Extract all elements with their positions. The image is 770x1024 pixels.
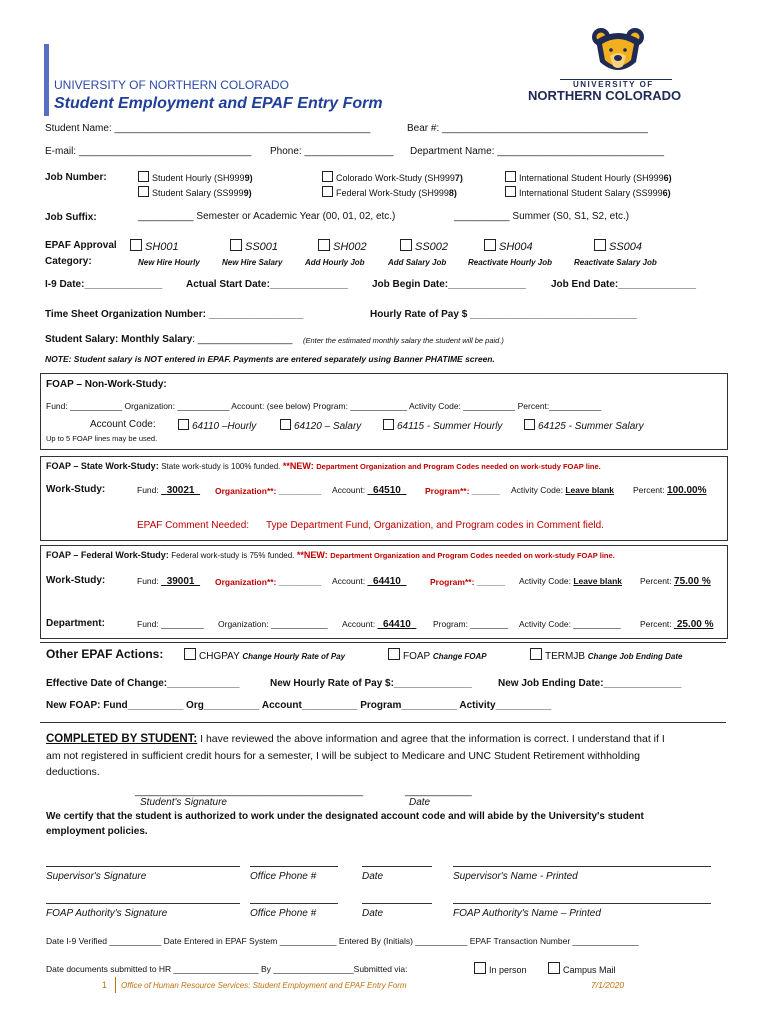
fws-dept-fund-field[interactable]: Fund: _________ <box>137 619 204 629</box>
office-use-line-2[interactable]: Date documents submitted to HR __________________ By _________________Submitted via: <box>46 964 408 974</box>
chgpay-option[interactable]: CHGPAY Change Hourly Rate of Pay <box>184 648 345 662</box>
checkbox[interactable] <box>388 648 400 660</box>
checkbox[interactable] <box>505 171 516 182</box>
summer-suffix-field[interactable]: __________ Summer (S0, S1, S2, etc.) <box>454 211 630 222</box>
sws-work-study-label: Work-Study: <box>46 484 106 495</box>
checkbox[interactable] <box>530 648 542 660</box>
student-agreement-line-3: deductions. <box>46 766 100 778</box>
account-64125-option[interactable]: 64125 - Summer Salary <box>524 419 644 432</box>
header-accent-bar <box>44 44 49 116</box>
foap-nws-line[interactable]: Fund: ___________ Organization: ___________ Account: (see below) Program: ____________ Activity Code: ___________ Percent:___________ <box>46 401 602 411</box>
checkbox[interactable] <box>594 239 606 251</box>
epaf-sh002-desc: Add Hourly Job <box>305 258 365 267</box>
job-ss9996-option[interactable]: International Student Salary (SS9996) <box>505 186 671 198</box>
fws-department-label: Department: <box>46 618 105 629</box>
sws-fund-field[interactable]: Fund: 30021 <box>137 485 195 496</box>
university-name: UNIVERSITY OF NORTHERN COLORADO <box>54 78 289 92</box>
termjb-option[interactable]: TERMJB Change Job Ending Date <box>530 648 682 662</box>
student-date-line[interactable]: ____________ <box>405 786 472 797</box>
job-sh9999-option[interactable]: Student Hourly (SH9999) <box>138 171 253 183</box>
monthly-salary-field[interactable]: Student Salary: Monthly Salary: _________________ <box>45 334 293 345</box>
job-suffix-label: Job Suffix: <box>45 212 97 223</box>
checkbox[interactable] <box>184 648 196 660</box>
supervisor-date-label: Date <box>362 871 384 882</box>
foap-authority-name-label: FOAP Authority's Name – Printed <box>453 908 601 919</box>
bear-icon <box>590 26 646 76</box>
page-number: 1 <box>102 980 108 990</box>
foap-authority-date-label: Date <box>362 908 384 919</box>
sws-percent-field[interactable]: Percent: 100.00% <box>633 485 707 496</box>
sws-org-field[interactable]: Organization**: _________ <box>215 486 322 496</box>
fws-dept-org-field[interactable]: Organization: ____________ <box>218 619 328 629</box>
account-64115-option[interactable]: 64115 - Summer Hourly <box>383 419 502 432</box>
fws-dept-activity-field[interactable]: Activity Code: __________ <box>519 619 621 629</box>
actual-start-date-field[interactable]: Actual Start Date:______________ <box>186 279 348 290</box>
job-begin-date-field[interactable]: Job Begin Date:______________ <box>372 279 526 290</box>
epaf-ss004-desc: Reactivate Salary Job <box>574 258 657 267</box>
sws-activity-field[interactable]: Activity Code: Leave blank <box>511 485 615 495</box>
semester-suffix-field[interactable]: __________ Semester or Academic Year (00, 01, 02, etc.) <box>138 211 396 222</box>
hourly-rate-field[interactable]: Hourly Rate of Pay $ ______________________________ <box>370 309 637 320</box>
fws-work-study-label: Work-Study: <box>46 575 106 586</box>
checkbox[interactable] <box>548 962 560 974</box>
timesheet-org-field[interactable]: Time Sheet Organization Number: _________________ <box>45 309 304 320</box>
checkbox[interactable] <box>484 239 496 251</box>
other-actions-label: Other EPAF Actions: <box>46 647 164 661</box>
supervisor-phone-label: Office Phone # <box>250 871 317 882</box>
job-number-label: Job Number: <box>45 172 107 183</box>
foap-nws-footnote: Up to 5 FOAP lines may be used. <box>46 434 158 443</box>
student-agreement-line-2: am not registered in sufficient credit hours for a semester, I will be subject to Medicare and UNC Student Retirement withholding <box>46 750 640 762</box>
checkbox[interactable] <box>230 239 242 251</box>
foap-nws-title: FOAP – Non-Work-Study: <box>46 379 167 390</box>
job-sh9997-option[interactable]: Colorado Work-Study (SH9997) <box>322 171 463 183</box>
fws-program-field[interactable]: Program**: ______ <box>430 577 506 587</box>
submitted-in-person-option[interactable]: In person <box>474 962 527 975</box>
foap-authority-phone-label: Office Phone # <box>250 908 317 919</box>
checkbox[interactable] <box>138 186 149 197</box>
epaf-category-label-2: Category: <box>45 256 92 267</box>
checkbox[interactable] <box>138 171 149 182</box>
foap-sws-header: FOAP – State Work-Study: State work-study is 100% funded. **NEW: Department Organization and Program Codes needed on work-study FOAP line. <box>46 461 601 471</box>
sws-comment-label: EPAF Comment Needed: <box>137 520 250 531</box>
footer-divider <box>115 977 116 993</box>
epaf-sh002-option[interactable]: SH002 <box>318 239 367 253</box>
epaf-sh004-desc: Reactivate Hourly Job <box>468 258 553 267</box>
bear-number-field[interactable]: Bear #: _____________________________________ <box>407 123 648 134</box>
checkbox[interactable] <box>505 186 516 197</box>
fws-org-field[interactable]: Organization**: _________ <box>215 577 322 587</box>
job-sh9996-option[interactable]: International Student Hourly (SH9996) <box>505 171 672 183</box>
epaf-category-label-1: EPAF Approval <box>45 240 117 251</box>
fws-dept-program-field[interactable]: Program: ________ <box>433 619 509 629</box>
supervisor-date-line[interactable] <box>362 866 432 867</box>
effective-date-field[interactable]: Effective Date of Change:_____________ <box>46 678 240 689</box>
foap-authority-name-line[interactable] <box>453 903 711 904</box>
salary-note: NOTE: Student salary is NOT entered in EPAF. Payments are entered separately using Banner PHATIME screen. <box>45 354 495 364</box>
certify-line-2: employment policies. <box>46 826 148 837</box>
epaf-sh004-option[interactable]: SH004 <box>484 239 533 253</box>
checkbox[interactable] <box>280 419 291 430</box>
fws-dept-percent-field[interactable]: Percent: 25.00 % <box>640 619 714 630</box>
new-foap-field[interactable]: New FOAP: Fund__________ Org__________ Account__________ Program__________ Activity__________ <box>46 700 552 711</box>
student-agreement-line-1: COMPLETED BY STUDENT: I have reviewed the above information and agree that the information is correct. I understand that if I <box>46 733 665 745</box>
student-signature-line[interactable]: _________________________________________ <box>135 786 364 797</box>
office-use-line-1[interactable]: Date I-9 Verified ___________ Date Entered in EPAF System ____________ Entered By (Initials) ___________ EPAF Transaction Number ______________ <box>46 936 639 946</box>
supervisor-phone-line[interactable] <box>250 866 338 867</box>
checkbox[interactable] <box>322 171 333 182</box>
fws-activity-field[interactable]: Activity Code: Leave blank <box>519 576 623 586</box>
checkbox[interactable] <box>130 239 142 251</box>
foap-authority-signature-line[interactable] <box>46 903 240 904</box>
account-code-label: Account Code: <box>90 419 156 430</box>
epaf-ss001-desc: New Hire Salary <box>222 258 283 267</box>
phone-field[interactable]: Phone: ________________ <box>270 146 394 157</box>
student-date-label: Date <box>409 797 431 808</box>
job-end-date-field[interactable]: Job End Date:______________ <box>551 279 697 290</box>
logo-line-1: UNIVERSITY OF <box>573 80 654 89</box>
epaf-ss002-option[interactable]: SS002 <box>400 239 448 253</box>
epaf-ss002-desc: Add Salary Job <box>388 258 447 267</box>
foap-authority-date-line[interactable] <box>362 903 432 904</box>
checkbox[interactable] <box>524 419 535 430</box>
supervisor-name-line[interactable] <box>453 866 711 867</box>
new-job-end-date-field[interactable]: New Job Ending Date:______________ <box>498 678 682 689</box>
checkbox[interactable] <box>318 239 330 251</box>
epaf-sh001-option[interactable]: SH001 <box>130 239 179 253</box>
checkbox[interactable] <box>322 186 333 197</box>
supervisor-name-label: Supervisor's Name - Printed <box>453 871 578 882</box>
sws-comment-text: Type Department Fund, Organization, and Program codes in Comment field. <box>266 520 604 531</box>
logo-line-2: NORTHERN COLORADO <box>528 88 682 103</box>
epaf-ss004-option[interactable]: SS004 <box>594 239 642 253</box>
fws-fund-field[interactable]: Fund: 39001 <box>137 576 195 587</box>
fws-percent-field[interactable]: Percent: 75.00 % <box>640 576 711 587</box>
fws-dept-account-field[interactable]: Account: 64410 <box>342 619 411 630</box>
checkbox[interactable] <box>383 419 394 430</box>
checkbox[interactable] <box>400 239 412 251</box>
department-name-field[interactable]: Department Name: ______________________________ <box>410 146 665 157</box>
i9-date-field[interactable]: I-9 Date:______________ <box>45 279 163 290</box>
footer-text: Office of Human Resource Services: Student Employment and EPAF Entry Form <box>121 981 407 990</box>
foap-authority-signature-label: FOAP Authority's Signature <box>46 908 168 919</box>
footer-date: 7/1/2020 <box>591 980 625 990</box>
fws-account-field[interactable]: Account: 64410 <box>332 576 401 587</box>
new-hourly-rate-field[interactable]: New Hourly Rate of Pay $:______________ <box>270 678 472 689</box>
supervisor-signature-label: Supervisor's Signature <box>46 871 147 882</box>
account-64120-option[interactable]: 64120 – Salary <box>280 419 361 432</box>
section-divider <box>40 722 726 723</box>
form-title: Student Employment and EPAF Entry Form <box>54 95 383 112</box>
supervisor-signature-line[interactable] <box>46 866 240 867</box>
job-sh9998-option[interactable]: Federal Work-Study (SH9998) <box>322 186 457 198</box>
foap-fws-header: FOAP – Federal Work-Study: Federal work-study is 75% funded. **NEW: Department Organization and Program Codes needed on work-study FOAP line. <box>46 550 615 560</box>
sws-account-field[interactable]: Account: 64510 <box>332 485 401 496</box>
certify-line-1: We certify that the student is authorized to work under the designated account code and will abide by the University's student <box>46 811 644 822</box>
checkbox[interactable] <box>474 962 486 974</box>
account-64110-option[interactable]: 64110 –Hourly <box>178 419 256 432</box>
foap-authority-phone-line[interactable] <box>250 903 338 904</box>
email-field[interactable]: E-mail: _______________________________ <box>45 146 252 157</box>
submitted-campus-mail-option[interactable]: Campus Mail <box>548 962 616 975</box>
epaf-ss001-option[interactable]: SS001 <box>230 239 278 253</box>
sws-program-field[interactable]: Program**: ______ <box>425 486 501 496</box>
job-ss9999-option[interactable]: Student Salary (SS9999) <box>138 186 252 198</box>
student-name-field[interactable]: Student Name: ______________________________________________ <box>45 123 371 134</box>
salary-hint: (Enter the estimated monthly salary the student will be paid.) <box>303 336 504 345</box>
checkbox[interactable] <box>178 419 189 430</box>
epaf-sh001-desc: New Hire Hourly <box>138 258 200 267</box>
foap-change-option[interactable]: FOAP Change FOAP <box>388 648 487 662</box>
student-signature-label: Student's Signature <box>140 797 227 808</box>
